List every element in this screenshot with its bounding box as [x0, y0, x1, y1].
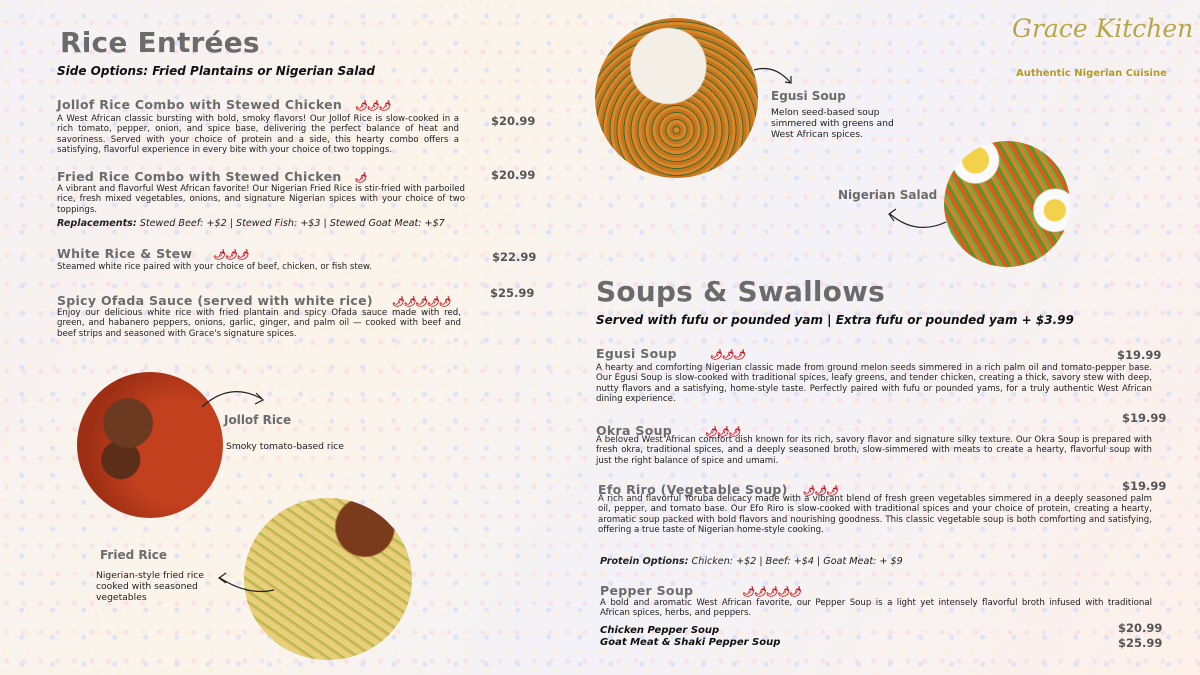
arrow-icon [752, 62, 802, 92]
egusi-soup-photo [595, 18, 758, 178]
rice-section-subtitle: Side Options: Fried Plantains or Nigerian Salad [57, 64, 375, 78]
item-price: $22.99 [492, 250, 537, 264]
menu-item-egusi-soup [596, 343, 745, 362]
protein-options-note: Protein Options: Chicken: +$2 | Beef: +$4 | Goat Meat: + $9 [600, 556, 903, 567]
soups-section-subtitle: Served with fufu or pounded yam | Extra fufu or pounded yam + $3.99 [596, 313, 1074, 327]
item-description: A hearty and comforting Nigerian classic made from ground melon seeds simmered in a rich palm oil and tomato-pepper base. Our Egusi Soup is slow-cooked with traditional spices, leafy greens, and tender chicken, creating a thick, savory stew with deep, nutty flavors and a satisfying, home-style taste. Perfectly paired with fufu or pounded yams, for a truly authentic West African dining experience. [596, 363, 1152, 405]
item-description: Steamed white rice paired with your choice of beef, chicken, or fish stew. [57, 262, 373, 272]
item-price: $19.99 [1122, 411, 1167, 425]
pepper-option-price: $20.99 [1118, 621, 1163, 635]
item-description: A vibrant and flavorful West African favorite! Our Nigerian Fried Rice is stir-fried with parboiled rice, fresh mixed vegetables, onions, and signature Nigerian spices with your choice of two toppings. [57, 184, 465, 215]
item-description: A beloved West African comfort dish known for its rich, savory flavor and signature silky texture. Our Okra Soup is prepared with fresh okra, traditional spices, and a deeply seasoned broth, slow-simmered with meats to create a hearty, flavorful soup with just the right balance of spice and umami. [596, 435, 1152, 466]
menu-item-ofada [57, 290, 451, 309]
chili-icon: 🌶 [354, 173, 367, 184]
chili-icon: 🌶🌶🌶 [802, 486, 838, 497]
brand-tagline: Authentic Nigerian Cuisine [1016, 68, 1167, 79]
arrow-icon [880, 206, 950, 232]
item-description: Enjoy our delicious white rice with fried plantain and spicy Ofada sauce made with red, green, and habanero peppers, onions, garlic, ginger, and palm oil — cooked with beef and beef strips and seasoned with Grace's signature spices. [57, 308, 461, 339]
item-name: Okra Soup [596, 423, 673, 438]
item-name: Egusi Soup [596, 346, 677, 361]
item-price: $25.99 [490, 286, 535, 300]
jollof-caption-desc: Smoky tomato-based rice [226, 441, 344, 452]
item-description: A bold and aromatic West African favorite, our Pepper Soup is a light yet intensely flavorful broth infused with traditional African spices, herbs, and peppers. [600, 598, 1152, 619]
item-name: White Rice & Stew [57, 246, 193, 261]
jollof-caption-title: Jollof Rice [224, 413, 292, 427]
fried-rice-caption-title: Fried Rice [100, 548, 167, 562]
arrow-icon [200, 385, 270, 415]
item-name: Spicy Ofada Sauce (served with white rice) [57, 293, 373, 308]
chili-icon: 🌶🌶🌶🌶🌶 [742, 587, 801, 598]
pepper-option-name: Goat Meat & Shaki Pepper Soup [600, 637, 781, 648]
item-description: A West African classic bursting with bold, smoky flavors! Our Jollof Rice is slow-cooked in a rich tomato, pepper, onion, and spice base, delivering the perfect balance of heat and savoriness. Served with your choice of protein and a side, this hearty combo offers a satisfying, flavorful experience in every bite with your choice of two toppings. [57, 114, 459, 156]
item-name: Fried Rice Combo with Stewed Chicken [57, 169, 342, 184]
item-price: $19.99 [1122, 479, 1167, 493]
egusi-caption-title: Egusi Soup [771, 89, 846, 103]
salad-caption-title: Nigerian Salad [838, 188, 938, 202]
egusi-caption-desc: Melon seed-based soup simmered with greens and West African spices. [771, 107, 894, 140]
chili-icon: 🌶🌶🌶🌶🌶 [392, 297, 451, 308]
chili-icon: 🌶🌶🌶 [710, 350, 746, 361]
menu-item-white-rice-stew [57, 243, 248, 262]
item-price: $19.99 [1117, 348, 1162, 362]
menu-item-fried-rice-combo [57, 166, 366, 185]
nigerian-salad-photo [944, 141, 1070, 267]
item-name: Efo Riro (Vegetable Soup) [598, 482, 788, 497]
item-price: $20.99 [491, 168, 536, 182]
rice-section-title: Rice Entrées [60, 26, 260, 59]
replacements-note: Replacements: Stewed Beef: +$2 | Stewed Fish: +$3 | Stewed Goat Meat: +$7 [57, 218, 445, 229]
menu-item-pepper-soup [600, 580, 801, 599]
fried-rice-caption-desc: Nigerian-style fried rice cooked with seasoned vegetables [96, 570, 204, 603]
chili-icon: 🌶🌶🌶 [355, 101, 391, 112]
item-description: A rich and flavorful Yoruba delicacy made with a vibrant blend of fresh green vegetables simmered in a deeply seasoned palm oil, pepper, and tomato base. Our Efo Riro is slow-cooked with traditional spices and your choice of protein, creating a hearty, aromatic soup packed with bold flavors and nourishing goodness. This classic vegetable soup is both comforting and satisfying, offering a true taste of Nigerian home-style cooking. [598, 494, 1152, 536]
item-name: Jollof Rice Combo with Stewed Chicken [57, 97, 343, 112]
item-name: Pepper Soup [600, 583, 694, 598]
pepper-option-price: $25.99 [1118, 636, 1163, 650]
brand-logo: Grace Kitchen [1012, 14, 1194, 43]
chili-icon: 🌶🌶🌶 [705, 427, 741, 438]
menu-item-jollof-combo [57, 94, 390, 113]
chili-icon: 🌶🌶🌶 [213, 250, 249, 261]
pepper-option-name: Chicken Pepper Soup [600, 625, 720, 636]
item-price: $20.99 [491, 114, 536, 128]
arrow-icon [208, 570, 278, 600]
soups-section-title: Soups & Swallows [596, 275, 886, 308]
